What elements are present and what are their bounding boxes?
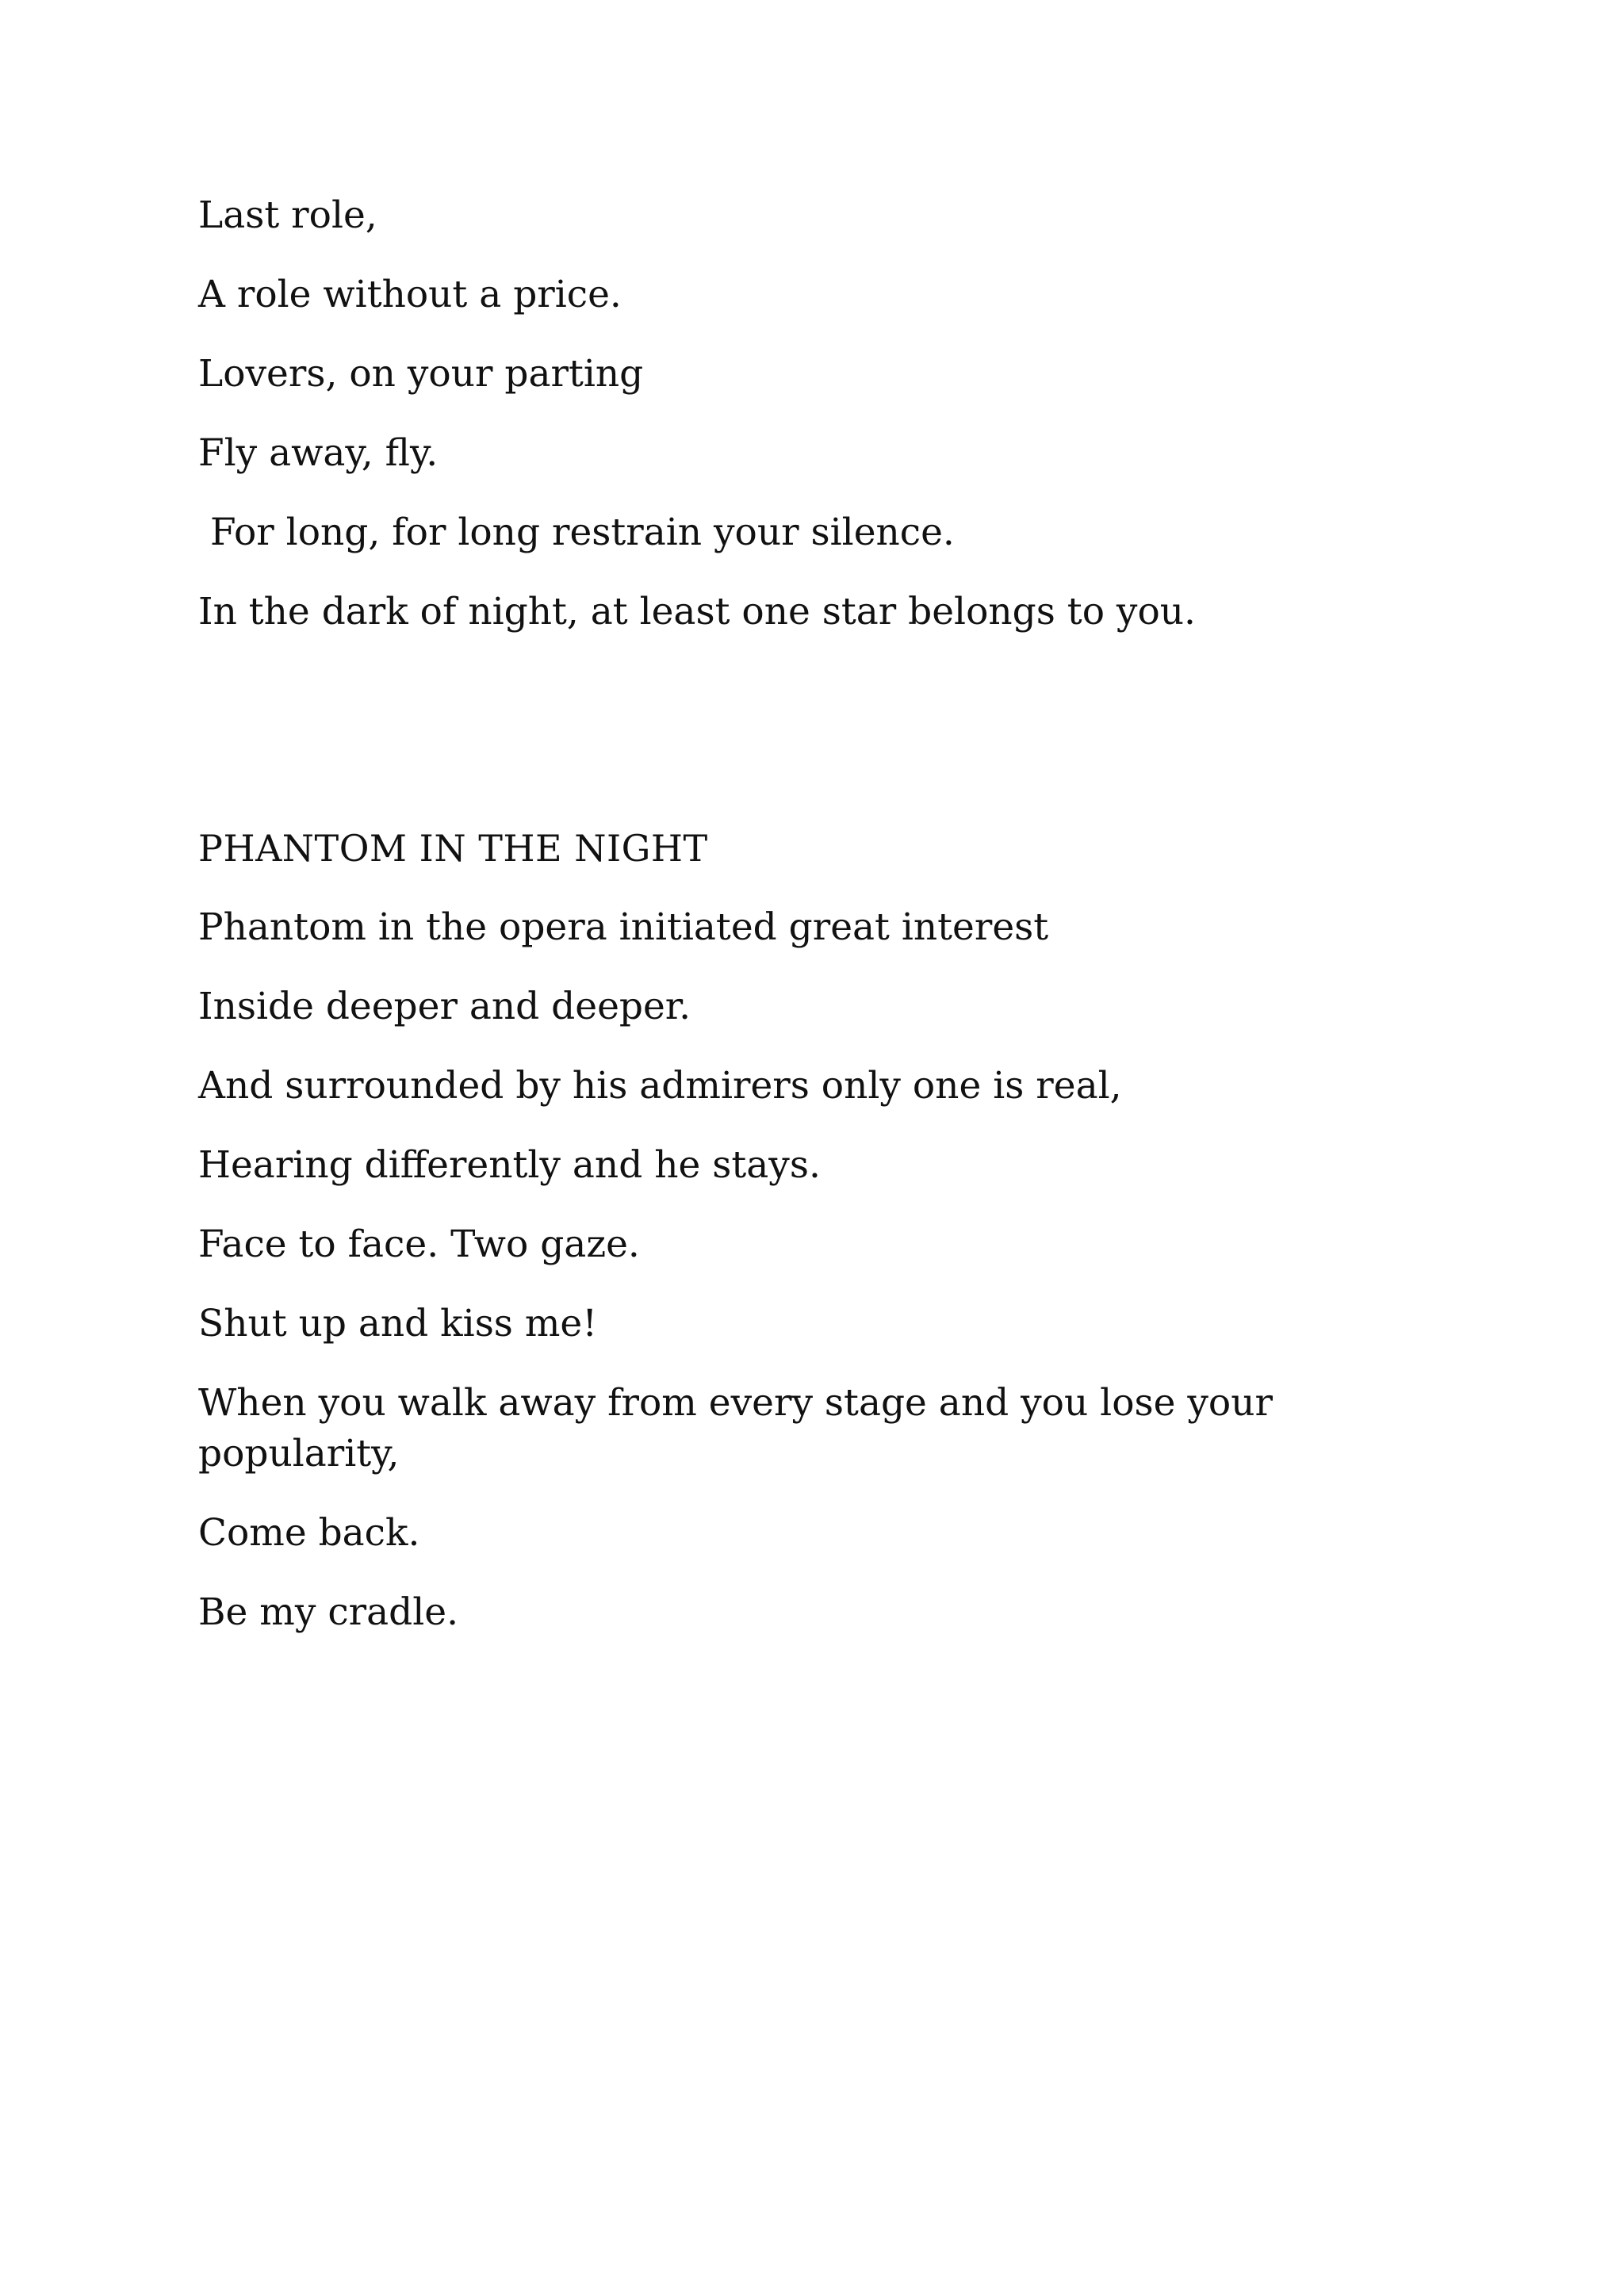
poem-line: And surrounded by his admirers only one is real, xyxy=(198,1064,1122,1108)
poem-line: Lovers, on your parting xyxy=(198,352,644,396)
poem-line: Be my cradle. xyxy=(198,1590,459,1634)
poem-line: A role without a price. xyxy=(198,273,622,316)
poem-line: Fly away, fly. xyxy=(198,431,439,475)
document-page xyxy=(198,190,1324,1667)
poem-line: Come back. xyxy=(198,1511,420,1555)
poem-line: When you walk away from every stage and you lose your popularity, xyxy=(198,1381,1273,1475)
poem-line: In the dark of night, at least one star belongs to you. xyxy=(198,590,1196,633)
poem-line: Phantom in the opera initiated great interest xyxy=(198,905,1049,949)
poem-line: Shut up and kiss me! xyxy=(198,1302,598,1345)
poem-line: Last role, xyxy=(198,193,377,237)
poem-line: Hearing differently and he stays. xyxy=(198,1143,821,1187)
poem-line: Face to face. Two gaze. xyxy=(198,1223,640,1266)
poem-line: For long, for long restrain your silence. xyxy=(198,511,955,554)
poem-line: Inside deeper and deeper. xyxy=(198,985,691,1028)
section-spacer xyxy=(198,666,1324,823)
poem-title: PHANTOM IN THE NIGHT xyxy=(198,827,708,870)
